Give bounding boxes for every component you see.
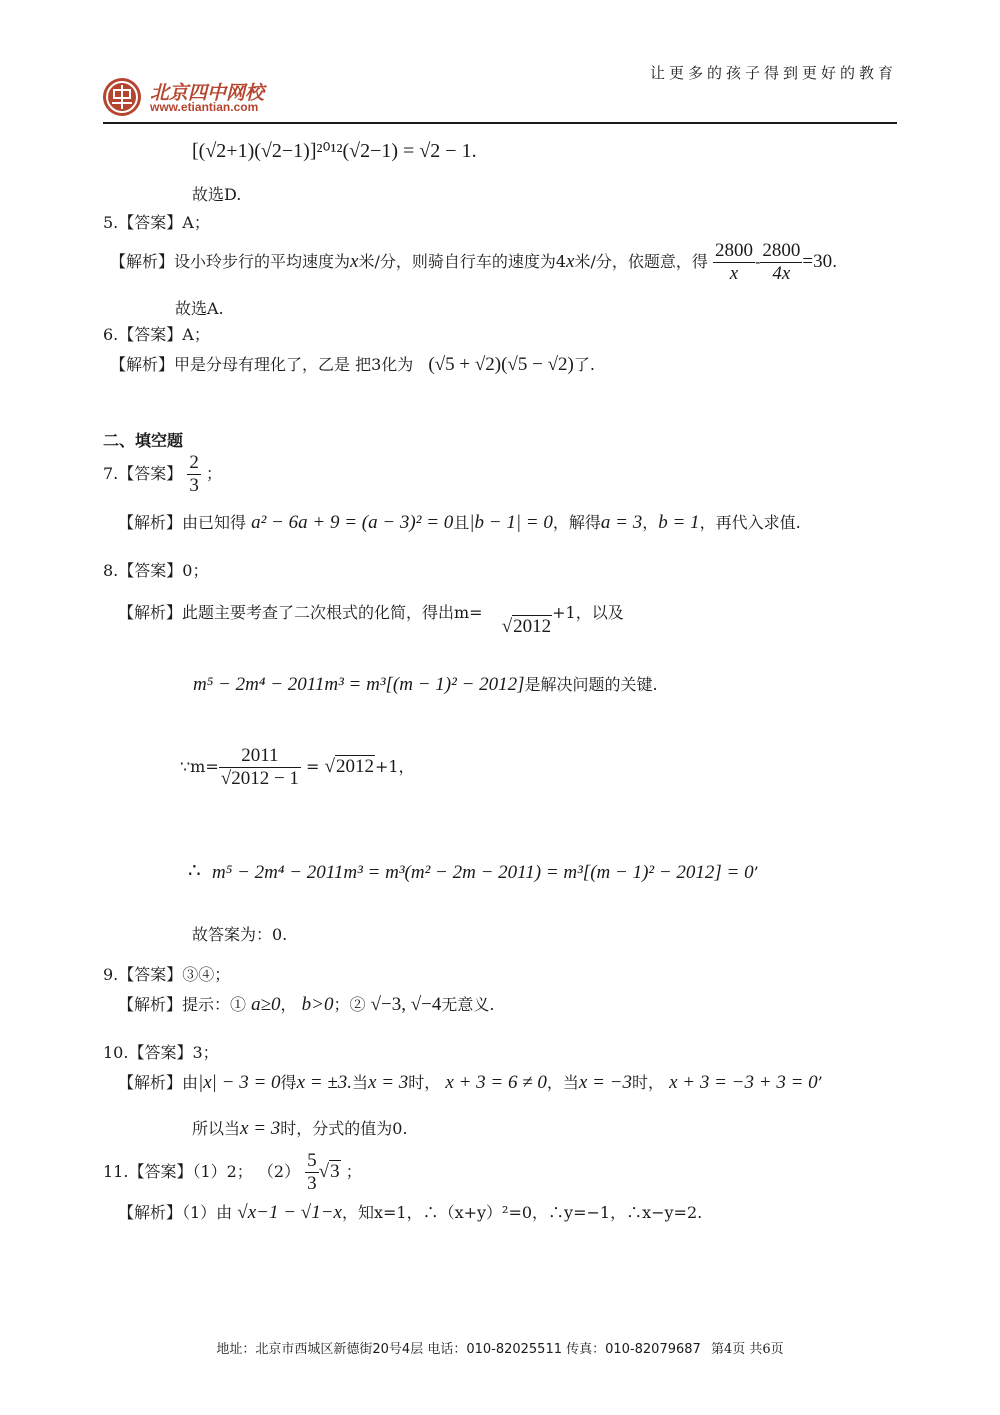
q9-math-2: b>0 — [301, 994, 334, 1015]
q7-semicolon: ； — [205, 464, 222, 483]
q11-explanation — [118, 1200, 702, 1224]
q5-fraction-2 — [760, 240, 802, 285]
q5-period: . — [832, 252, 838, 271]
prev-answer-math: [(√2+1)(√2−1)]²⁰¹²(√2−1) = √2 − 1. — [192, 140, 477, 162]
q9-math-3: √−3, √−4 — [370, 994, 442, 1015]
q8-key: 是解决问题的关键. — [524, 675, 658, 694]
q8-math-2: m⁵ − 2m⁴ − 2011m³ = m³(m² − 2m − 2011) = m³[(m − 1)² − 2012] = 0 — [212, 862, 754, 883]
q8-final-math-line — [212, 862, 759, 884]
q8-expl-text: 【解析】此题主要考查了二次根式的化简，得出m= — [118, 603, 483, 622]
q7-expl-a: 【解析】由已知得 — [118, 513, 247, 532]
q11-den: 3 — [307, 1173, 317, 1194]
q11-sqrt3: √3 — [318, 1161, 340, 1182]
q7-math-1: a² − 6a + 9 = (a − 3)² = 0 — [251, 512, 454, 533]
q10-m3: x = 3 — [368, 1072, 409, 1093]
q10-answer: 10.【答案】3； — [103, 1043, 219, 1062]
q8-final-answer: 故答案为：0. — [192, 925, 288, 944]
q10-m5: x = −3 — [578, 1072, 632, 1093]
q7-comma: ， — [642, 513, 659, 532]
q11-math: √x−1 − √1−x — [237, 1202, 342, 1223]
q9-semi: ；② — [333, 995, 366, 1014]
q7-num: 2 — [189, 452, 199, 473]
q8-tail: +1，以及 — [552, 603, 624, 622]
page-footer — [0, 1338, 1000, 1357]
q8-math-1: m⁵ − 2m⁴ − 2011m³ = m³[(m − 1)² − 2012] — [193, 674, 525, 695]
logo-url: www.etiantian.com — [150, 100, 259, 114]
q10-g: ’ — [817, 1073, 823, 1092]
q8-therefore: ∴ — [188, 858, 201, 882]
q5-expl-c: 米/分，依题意，得 — [574, 252, 708, 271]
q10-e: ，当 — [546, 1073, 579, 1092]
q7-den: 3 — [189, 475, 199, 496]
q9-end: 无意义. — [441, 995, 495, 1014]
school-logo-emblem — [103, 78, 141, 116]
q8-sqrt-2012: √2012 — [501, 616, 552, 637]
q8-frac-num: 2011 — [241, 745, 279, 766]
q8-sqrt-2012-b: √2012 — [324, 756, 374, 777]
q8-because: ∵m= — [180, 757, 219, 776]
q8-plus1: +1， — [374, 757, 415, 776]
q9-expl: 【解析】提示：① — [118, 995, 247, 1014]
q7-math-2: |b − 1| = 0 — [469, 512, 553, 533]
q5-frac2-num: 2800 — [762, 240, 801, 261]
q7-and: 且 — [453, 513, 470, 532]
q10-a: 【解析】由 — [118, 1073, 199, 1092]
q9-answer: 9.【答案】③④； — [103, 965, 231, 984]
q7-answer-label: 7.【答案】 — [103, 464, 183, 483]
q8-identity-line — [193, 672, 658, 696]
q11-radicand: 3 — [330, 1161, 340, 1182]
q10-line2b: 时，分式的值为0. — [280, 1119, 408, 1138]
q7-expl-c: ，再代入求值. — [699, 513, 801, 532]
q6-math: (√5 + √2)(√5 − √2) — [428, 354, 574, 375]
q10-d: 时， — [408, 1073, 441, 1092]
q5-expl-a: 【解析】设小玲步行的平均速度为 — [110, 252, 351, 271]
q7-math-4: b = 1 — [658, 512, 700, 533]
q8-radicand: 2012 — [513, 616, 552, 637]
q8-frac-den-text: 2012 − 1 — [231, 768, 299, 789]
q11-expl-b: ，知x=1，∴（x+y）²=0，∴y=−1，∴x−y=2. — [341, 1203, 703, 1222]
q10-m4: x + 3 = 6 ≠ 0 — [445, 1072, 547, 1093]
q10-line2a: 所以当 — [192, 1119, 241, 1138]
q6-expl-text: 【解析】甲是分母有理化了，乙是 把3化为 — [110, 355, 414, 374]
q6-end: 了. — [573, 355, 595, 374]
q11-answer — [103, 1150, 362, 1195]
q5-var-x: x — [350, 251, 359, 272]
q10-c: 当 — [352, 1073, 369, 1092]
q8-frac-den: √2012 − 1 — [220, 768, 299, 789]
q5-frac1-den: x — [713, 262, 755, 285]
q10-explanation — [118, 1070, 823, 1094]
q5-frac2-den: 4x — [760, 262, 802, 285]
q7-fraction — [187, 452, 201, 497]
q5-var-x2: x — [566, 251, 575, 272]
q11-answer-label: 11.【答案】（1）2； （2） — [103, 1162, 301, 1181]
prev-choose: 故选D. — [192, 185, 242, 204]
q6-explanation — [110, 352, 595, 376]
q5-frac1-num: 2800 — [714, 240, 753, 261]
q5-explanation: 【解析】设小玲步行的平均速度为x米/分，则骑自行车的速度为4x米/分，依题意，得 $\frac{2800}{x}$ - $\frac{2800}{4x}$ =30. — [110, 240, 838, 284]
q5-equation-result: =30 — [802, 251, 833, 272]
q10-conclusion — [192, 1116, 408, 1140]
q8-answer: 8.【答案】0； — [103, 561, 209, 580]
q10-f: 时， — [632, 1073, 665, 1092]
q8-because-line — [180, 745, 415, 790]
footer-page-number: 第4页 共6页 — [710, 1342, 784, 1357]
q11-semi: ； — [345, 1162, 362, 1181]
q7-math-3: a = 3 — [600, 512, 643, 533]
q8-mark: ’ — [753, 863, 759, 882]
q10-m2: x = ±3. — [296, 1072, 352, 1093]
q5-choose: 故选A. — [175, 299, 224, 318]
q9-comma: ， — [280, 995, 297, 1014]
q10-b: 得 — [280, 1073, 297, 1092]
header-divider — [103, 122, 897, 124]
q9-math-1: a≥0 — [251, 994, 281, 1015]
q11-num: 5 — [307, 1150, 317, 1171]
q8-radicand-2: 2012 — [335, 756, 374, 777]
logo-text: 北京四中网校 — [150, 82, 265, 104]
q10-line2m: x = 3 — [240, 1118, 281, 1139]
q6-answer: 6.【答案】A； — [103, 325, 210, 344]
q11-expl-a: 【解析】（1）由 — [118, 1203, 233, 1222]
q5-fraction-1 — [713, 240, 755, 285]
footer-address: 地址：北京市西城区新德街20号4层 电话：010-82025511 传真：010-82079687 — [216, 1342, 701, 1357]
q7-answer — [103, 452, 222, 497]
logo-emblem-icon — [103, 78, 141, 116]
q7-explanation — [118, 510, 801, 534]
q10-m6: x + 3 = −3 + 3 = 0 — [669, 1072, 818, 1093]
q8-fraction — [219, 745, 301, 790]
q9-explanation — [118, 992, 494, 1016]
q8-eq: = — [306, 757, 320, 776]
q8-explanation — [118, 600, 624, 637]
q11-fraction — [305, 1150, 319, 1195]
header-slogan: 让更多的孩子得到更好的教育 — [649, 64, 897, 82]
q5-expl-b: 米/分，则骑自行车的速度为4 — [358, 252, 567, 271]
section-fill-blank-heading: 二、填空题 — [103, 431, 184, 450]
q7-expl-b: ，解得 — [552, 513, 601, 532]
q10-m1: |x| − 3 = 0 — [198, 1072, 281, 1093]
q5-answer: 5.【答案】A； — [103, 213, 210, 232]
